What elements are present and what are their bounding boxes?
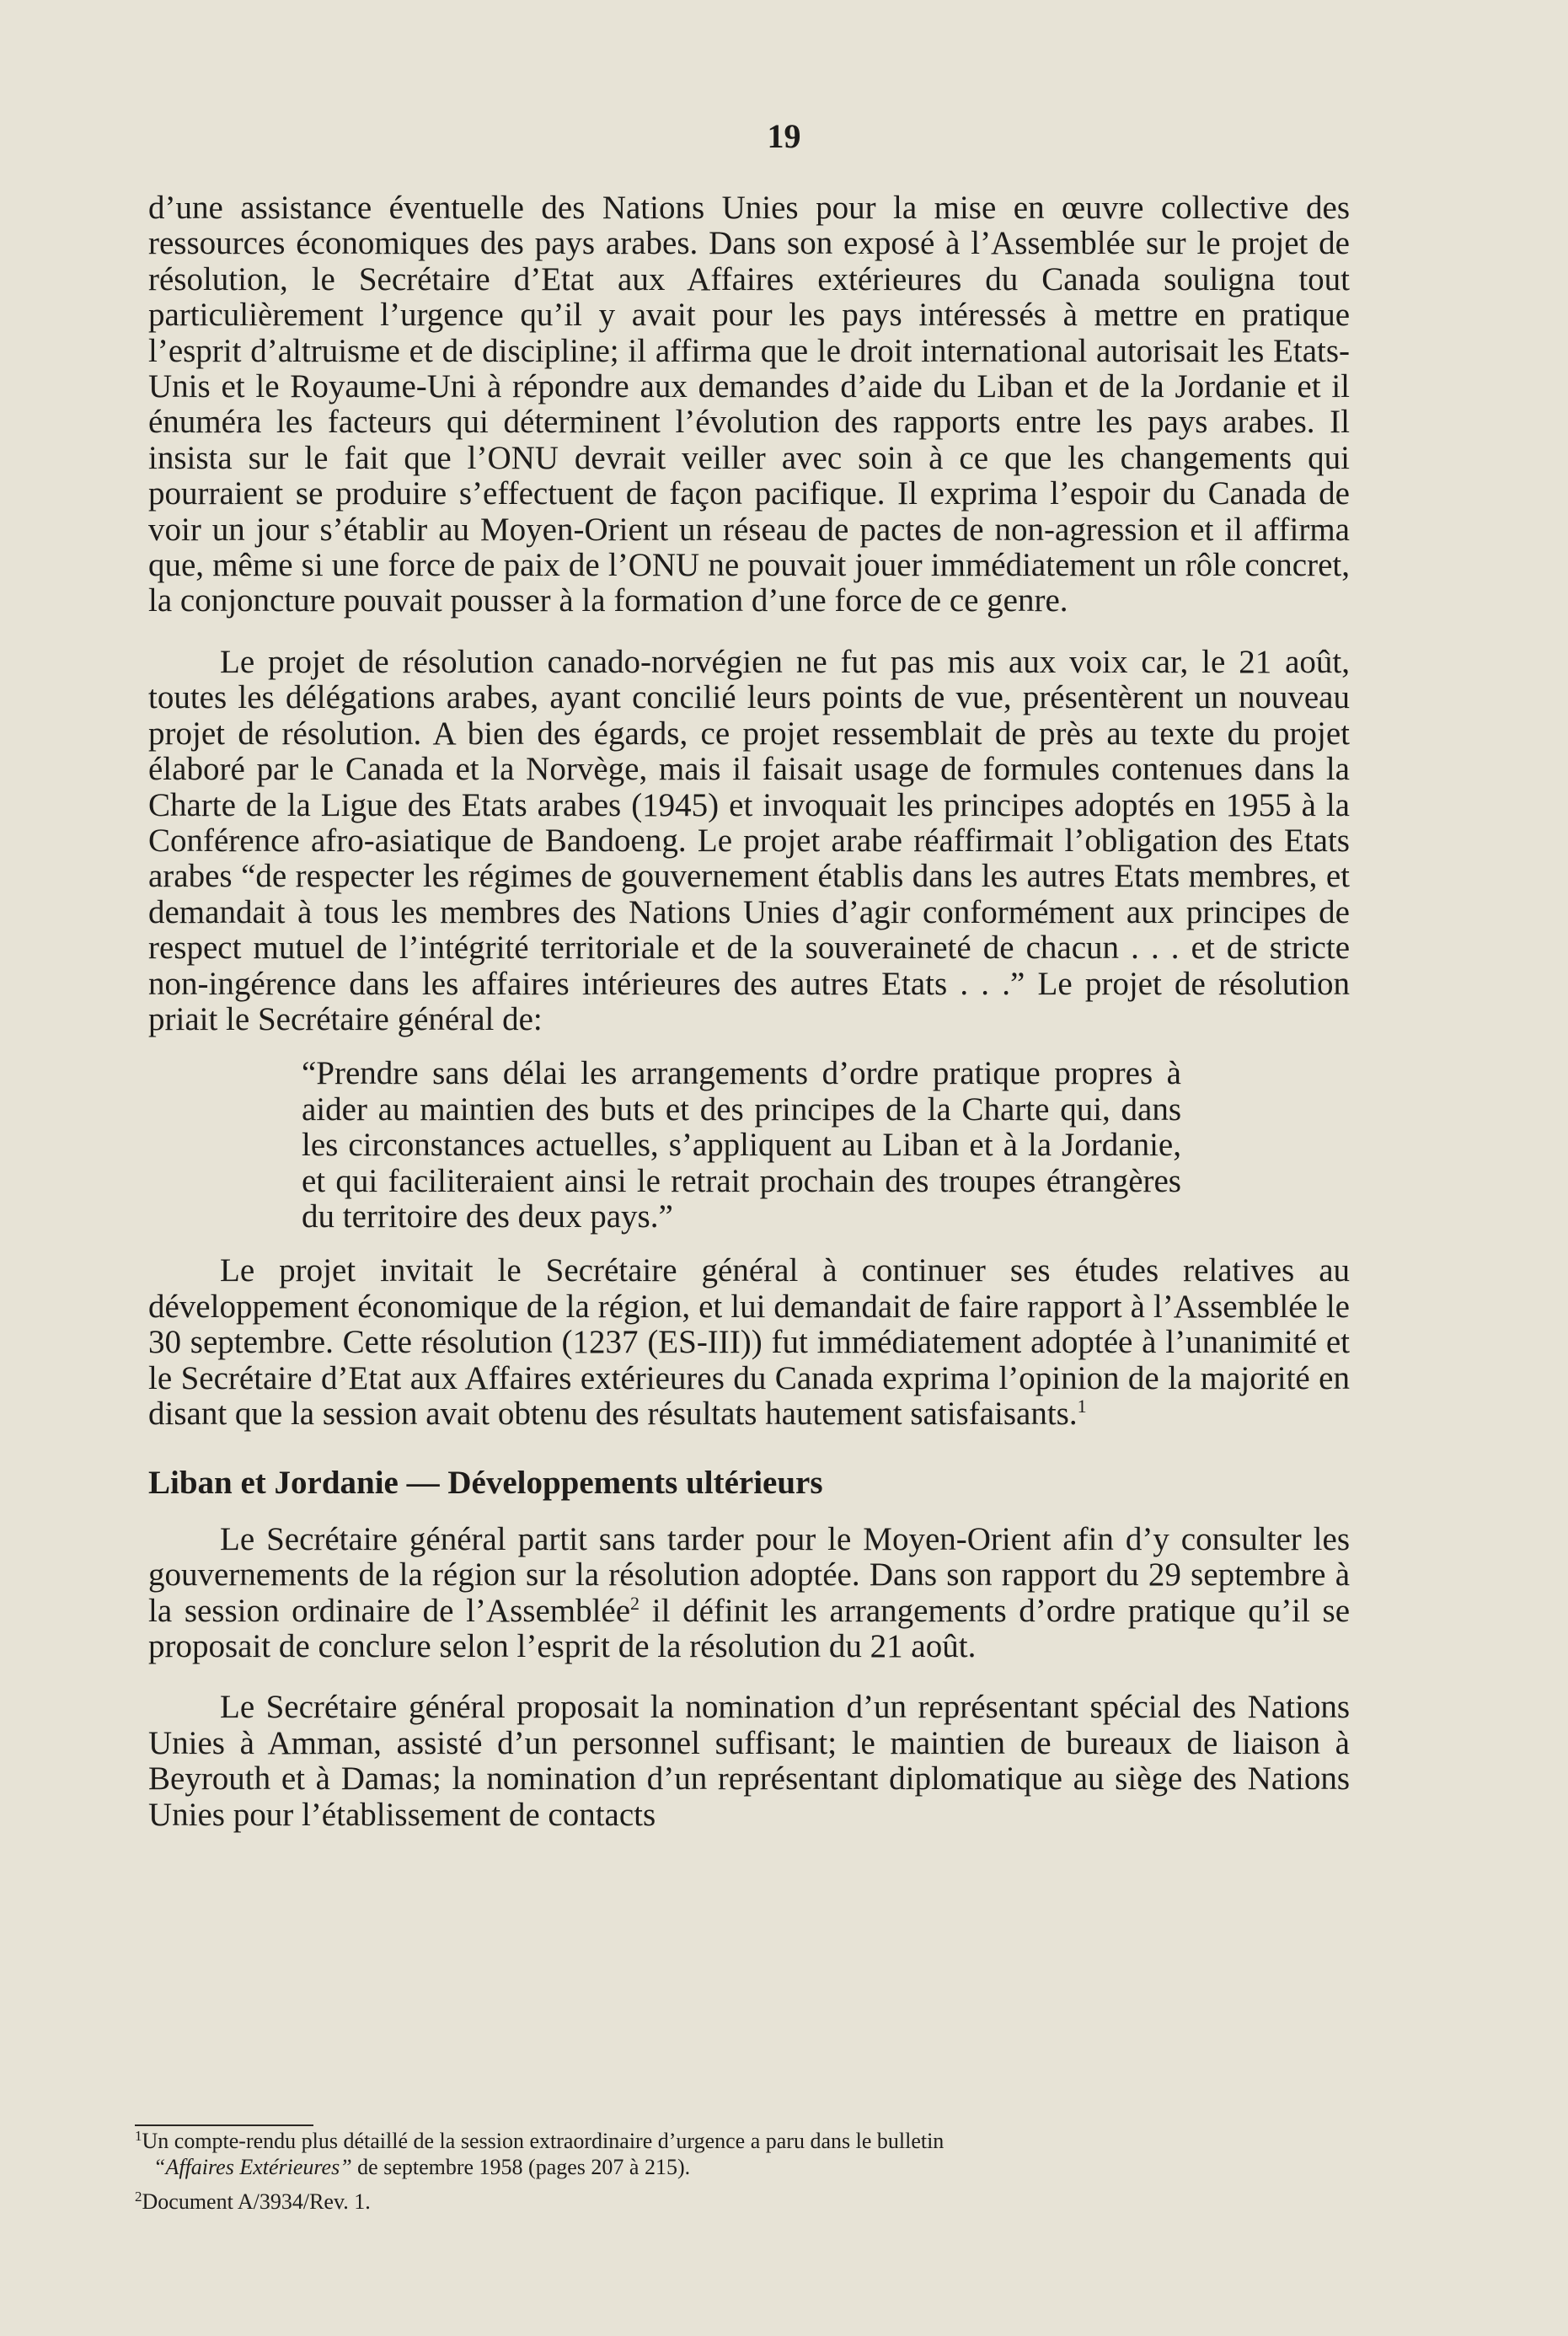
footnote-text: Un compte-rendu plus détaillé de la session extraordinaire d’urgence a paru dans le bulletin [142, 2129, 945, 2153]
paragraph-text: il définit les arrangements d’ordre pratique qu’il se proposait de conclure selon l’esprit de la résolution du 21 août. [148, 1592, 1351, 1665]
paragraph: Le projet de résolution canado-norvégien ne fut pas mis aux voix car, le 21 août, toutes les délégations arabes, ayant concilié leurs points de vue, présentèrent un nouveau projet de résolution. A bien des égards, ce projet ressemblait de près au texte du projet élaboré par le Canada et la Norvège, mais il faisait usage de formules contenues dans la Charte de la Ligue des Etats arabes (1945) et invoquait les principes adoptés en 1955 à la Conférence afro-asiatique de Bandoeng. Le projet arabe réaffirmait l’obligation des Etats arabes “de respecter les régimes de gouvernement établis dans les autres Etats membres, et demandait à tous les membres des Nations Unies d’agir conformément aux principes de respect mutuel de l’intégrité territoriale et de la souveraineté de chacun . . . et de stricte non-ingérence dans les affaires intérieures des autres Etats . . .” Le projet de résolution priait le Secrétaire général de: [148, 643, 1350, 1037]
footnote-text: de septembre 1958 (pages 207 à 215). [357, 2155, 691, 2179]
footnote-text: Document A/3934/Rev. 1. [142, 2189, 371, 2214]
footnotes [135, 2128, 1340, 2215]
footnote-rule [135, 2124, 313, 2126]
page-number: 19 [767, 117, 801, 155]
section-heading: Liban et Jordanie — Développements ultérieurs [148, 1465, 823, 1502]
footnote [135, 2189, 1340, 2215]
paragraph: Le Secrétaire général proposait la nomination d’un représentant spécial des Nations Unies à Amman, assisté d’un personnel suffisant; le maintien de bureaux de liaison à Beyrouth et à Damas; la nomination d’un représentant diplomatique au siège des Nations Unies pour l’établissement de contacts [148, 1689, 1350, 1833]
footnote-mark: 1 [135, 2128, 142, 2144]
footnote [135, 2128, 1340, 2180]
paragraph [148, 1522, 1350, 1665]
footnote-ref: 2 [630, 1592, 640, 1614]
body-text [148, 190, 1350, 1833]
paragraph-text: Le projet invitait le Secrétaire général à continuer ses études relatives au développement économique de la région, et lui demandait de faire rapport à l’Assemblée le 30 septembre. Cette résolution (1237 (ES-III)) fut immédiatement adoptée à l’unanimité et le Secrétaire d’Etat aux Affaires extérieures du Canada exprima l’opinion de la majorité en disant que la session avait obtenu des résultats hautement satisfaisants. [148, 1252, 1350, 1432]
paragraph: d’une assistance éventuelle des Nations Unies pour la mise en œuvre collective des ressources économiques des pays arabes. Dans son exposé à l’Assemblée sur le projet de résolution, le Secrétaire d’Etat aux Affaires extérieures du Canada souligna tout particulièrement l’urgence qu’il y avait pour les pays intéressés à mettre en pratique l’esprit d’altruisme et de discipline; il affirma que le droit international autorisait les Etats-Unis et le Royaume-Uni à répondre aux demandes d’aide du Liban et de la Jordanie et il énuméra les facteurs qui déterminent l’évolution des rapports entre les pays arabes. Il insista sur le fait que l’ONU devrait veiller avec soin à ce que les changements qui pourraient se produire s’effectuent de façon pacifique. Il exprima l’espoir du Canada de voir un jour s’établir au Moyen-Orient un réseau de pactes de non-agression et il affirma que, même si une force de paix de l’ONU ne pouvait jouer immédiatement un rôle concret, la conjoncture pouvait pousser à la formation d’une force de ce genre. [148, 190, 1350, 619]
footnote-ref: 1 [1077, 1396, 1087, 1417]
paragraph [148, 1253, 1350, 1432]
footnote-italic: “Affaires Extérieures” [153, 2155, 352, 2179]
block-quote: “Prendre sans délai les arrangements d’ordre pratique propres à aider au maintien des buts et des principes de la Charte qui, dans les circonstances actuelles, s’appliquent au Liban et à la Jordanie, et qui faciliteraient ainsi le retrait prochain des troupes étrangères du territoire des deux pays.” [302, 1055, 1181, 1235]
paragraph-text: Le Secrétaire général partit sans tarder pour le Moyen-Orient afin d’y consulter les gouvernements de la région sur la résolution adoptée. Dans son rapport du 29 septembre à la session ordinaire de l’Assemblée [148, 1520, 1350, 1629]
footnote-mark: 2 [135, 2189, 142, 2205]
